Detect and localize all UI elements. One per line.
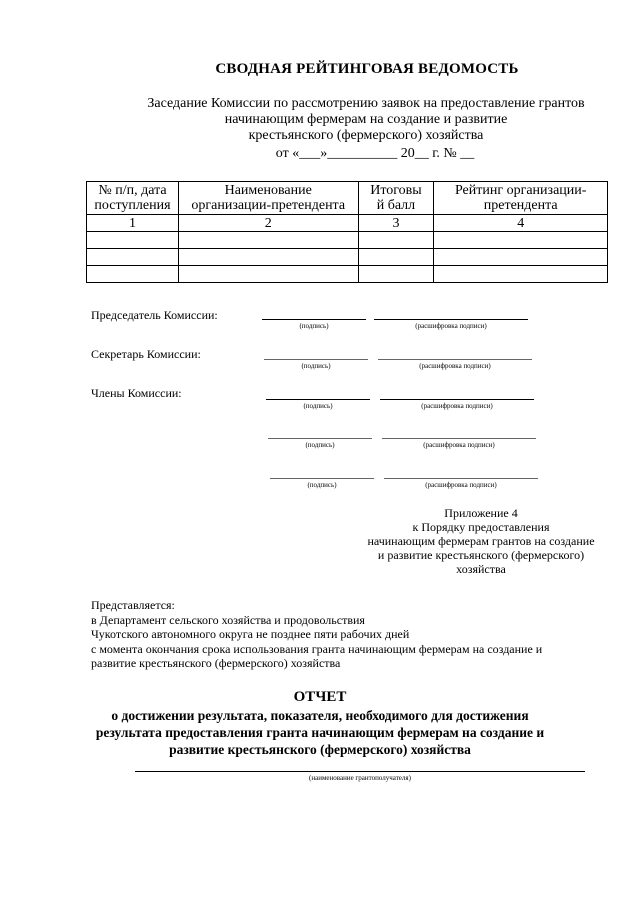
decoding-caption: (расшифровка подписи) bbox=[425, 481, 497, 489]
signature-caption: (подпись) bbox=[307, 481, 337, 489]
signature-caption: (подпись) bbox=[299, 322, 329, 330]
member-decoding-line bbox=[382, 438, 536, 439]
grantee-name-line bbox=[135, 771, 585, 772]
column-number: 2 bbox=[178, 215, 358, 232]
column-number: 1 bbox=[87, 215, 179, 232]
table-row bbox=[87, 232, 608, 249]
signature-caption: (подпись) bbox=[303, 402, 333, 410]
chairman-decoding-line bbox=[374, 319, 528, 320]
column-number: 4 bbox=[434, 215, 608, 232]
header-number-date: № п/п, дата поступления bbox=[87, 182, 179, 215]
header-organization-name: Наименование организации-претендента bbox=[178, 182, 358, 215]
secretary-label: Секретарь Комиссии: bbox=[91, 347, 201, 361]
submission-line: в Департамент сельского хозяйства и продовольствия bbox=[91, 612, 365, 627]
header-total-score: Итоговы й балл bbox=[358, 182, 434, 215]
meeting-date-line: от «___»__________ 20__ г. № __ bbox=[275, 146, 475, 161]
table-number-row bbox=[87, 215, 608, 232]
chairman-signature-line bbox=[262, 319, 366, 320]
submission-line: развитие крестьянского (фермерского) хозяйства bbox=[91, 656, 341, 670]
signature-caption: (подпись) bbox=[305, 441, 335, 449]
chairman-label: Председатель Комиссии: bbox=[91, 308, 218, 322]
table-row bbox=[87, 266, 608, 283]
subtitle-line-1: Заседание Комиссии по рассмотрению заявок на предоставление грантов bbox=[147, 96, 585, 111]
appendix-line: начинающим фермерам грантов на создание bbox=[367, 534, 595, 548]
rating-table bbox=[86, 181, 608, 283]
report-title: ОТЧЕТ bbox=[293, 689, 347, 705]
secretary-signature-line bbox=[264, 359, 368, 360]
decoding-caption: (расшифровка подписи) bbox=[415, 322, 487, 330]
report-subtitle-line: развитие крестьянского (фермерского) хозяйства bbox=[169, 742, 471, 757]
member-signature-line bbox=[270, 478, 374, 479]
signature-caption: (подпись) bbox=[301, 362, 331, 370]
appendix-line: к Порядку предоставления bbox=[412, 520, 550, 534]
report-subtitle-line: результата предоставления гранта начинающим фермерам на создание и bbox=[95, 725, 545, 740]
appendix-line: и развитие крестьянского (фермерского) bbox=[377, 548, 585, 562]
report-subtitle-line: о достижении результата, показателя, необходимого для достижения bbox=[111, 708, 529, 723]
member-decoding-line bbox=[380, 399, 534, 400]
appendix-line: Приложение 4 bbox=[444, 506, 518, 520]
secretary-decoding-line bbox=[378, 359, 532, 360]
submission-line: с момента окончания срока использования гранта начинающим фермерам на создание и bbox=[91, 641, 543, 656]
members-label: Члены Комиссии: bbox=[91, 386, 182, 400]
subtitle-line-2: начинающим фермерам на создание и развитие bbox=[224, 112, 508, 127]
submission-line: Представляется: bbox=[91, 598, 175, 612]
column-number: 3 bbox=[358, 215, 434, 232]
grantee-caption: (наименование грантополучателя) bbox=[309, 774, 411, 782]
header-rating: Рейтинг организации- претендента bbox=[434, 182, 608, 215]
appendix-block bbox=[352, 506, 610, 576]
decoding-caption: (расшифровка подписи) bbox=[421, 402, 493, 410]
subtitle-line-3: крестьянского (фермерского) хозяйства bbox=[248, 128, 484, 143]
member-signature-line bbox=[268, 438, 372, 439]
page-title: СВОДНАЯ РЕЙТИНГОВАЯ ВЕДОМОСТЬ bbox=[215, 61, 519, 77]
report-subtitle bbox=[0, 707, 640, 758]
member-signature-line bbox=[266, 399, 370, 400]
decoding-caption: (расшифровка подписи) bbox=[423, 441, 495, 449]
submission-line: Чукотского автономного округа не позднее пяти рабочих дней bbox=[91, 627, 410, 641]
table-header-row bbox=[87, 182, 608, 215]
member-decoding-line bbox=[384, 478, 538, 479]
table-row bbox=[87, 249, 608, 266]
decoding-caption: (расшифровка подписи) bbox=[419, 362, 491, 370]
submission-block bbox=[91, 598, 611, 671]
appendix-line: хозяйства bbox=[456, 562, 506, 576]
